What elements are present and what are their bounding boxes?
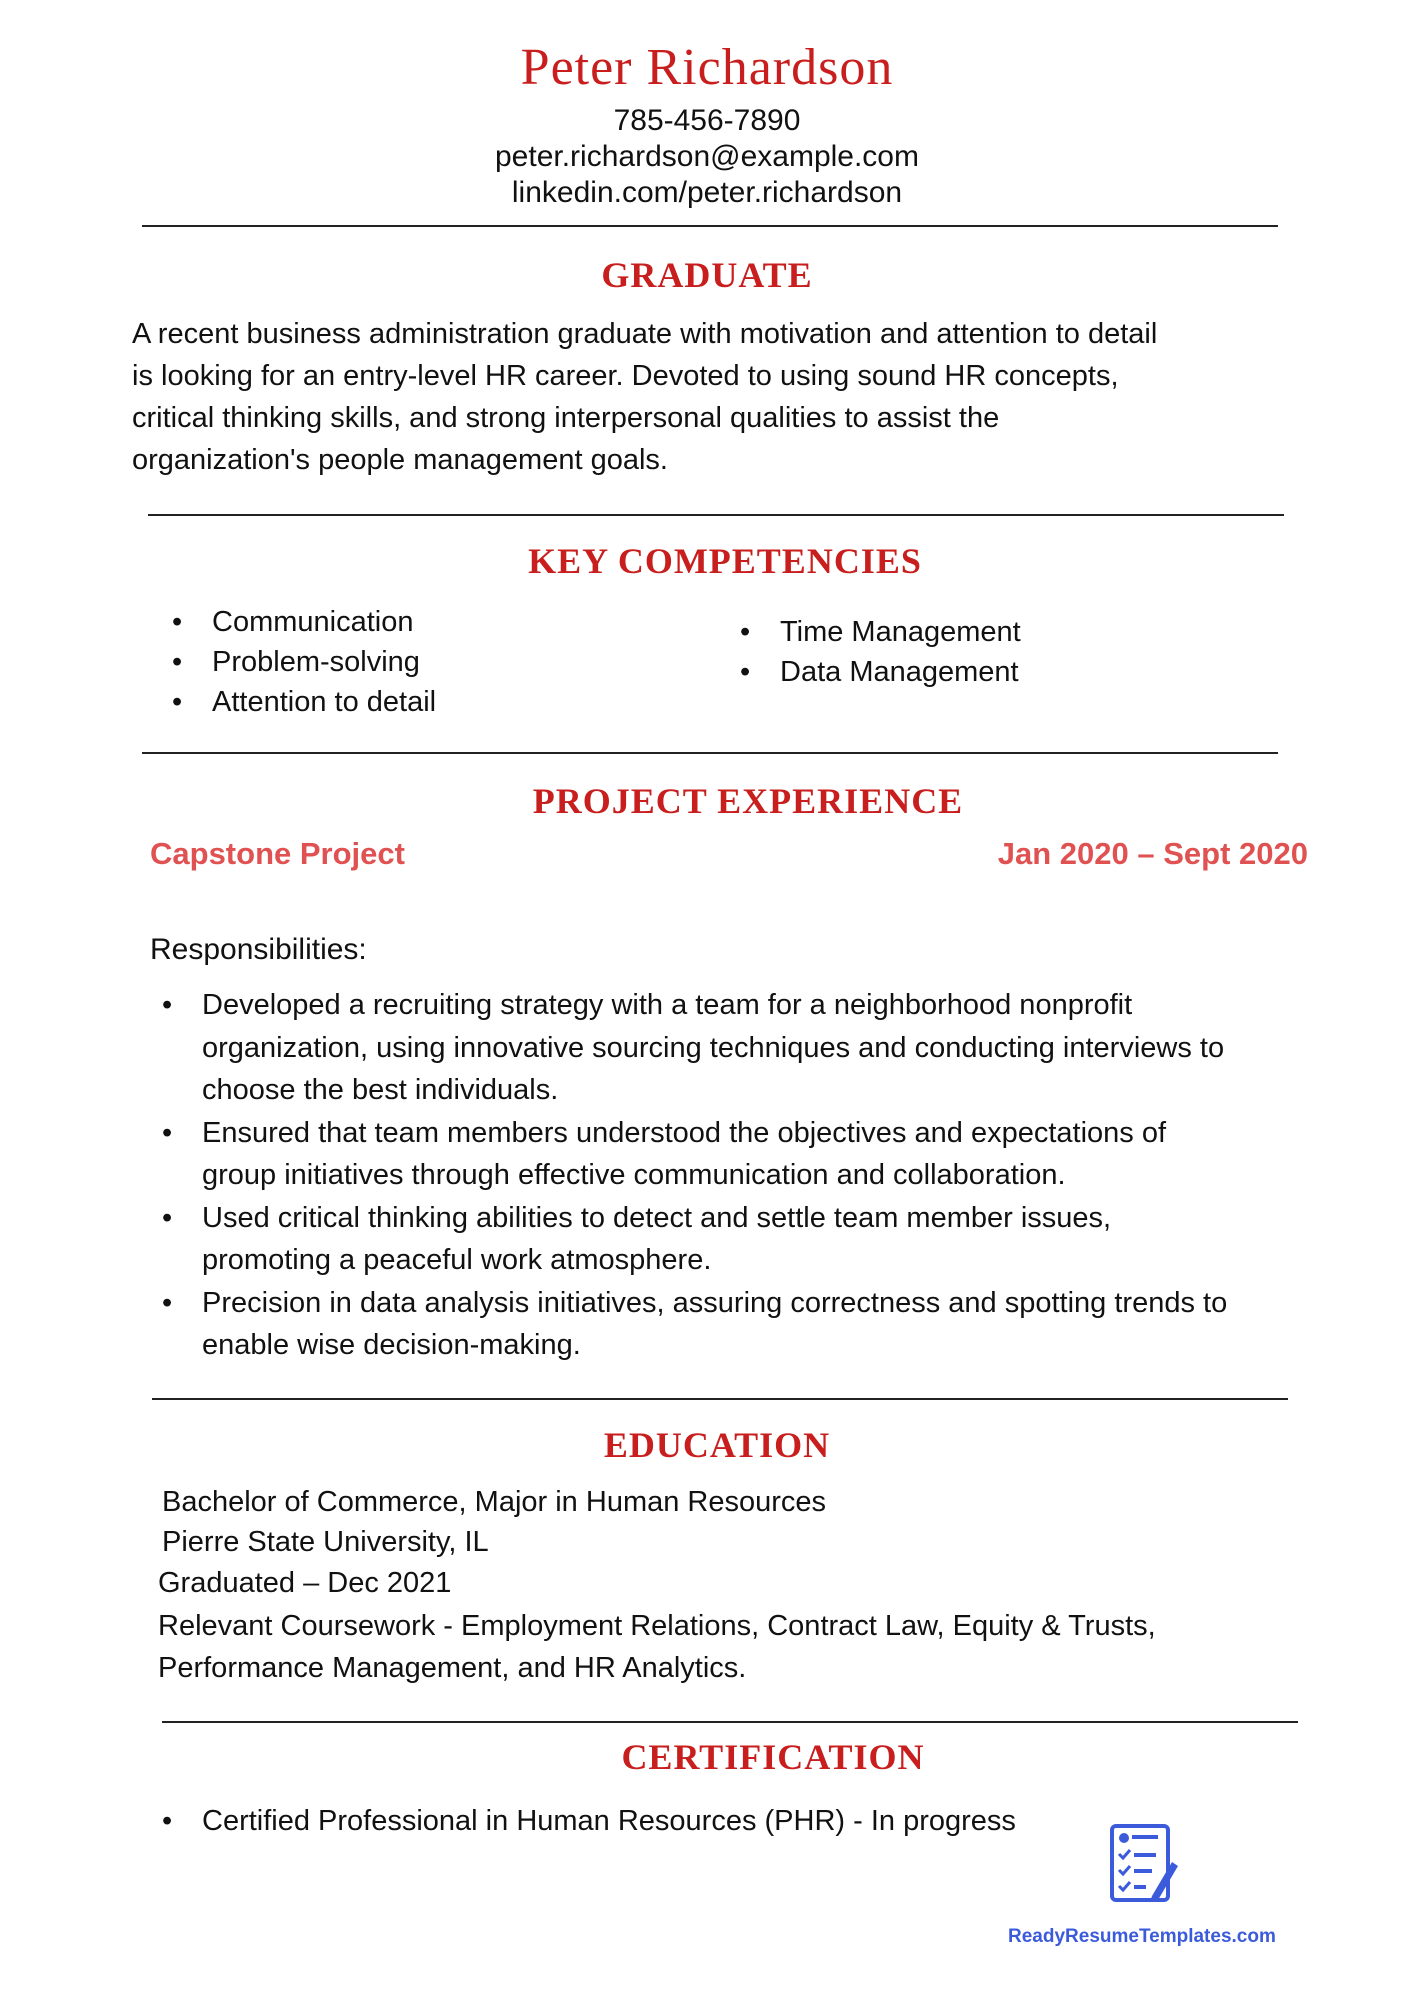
resume-document-icon (1108, 1822, 1178, 1906)
project-dates: Jan 2020 – Sept 2020 (997, 836, 1308, 871)
divider (148, 514, 1284, 516)
education-coursework: Relevant Coursework - Employment Relations, Contract Law, Equity & Trusts, Performance Management, and HR Analytics. (158, 1610, 1156, 1684)
project-name: Capstone Project (150, 836, 405, 871)
responsibilities-label: Responsibilities: (150, 933, 367, 966)
summary-text (132, 313, 1157, 481)
email-address: peter.richardson@example.com (495, 140, 919, 173)
linkedin-url: linkedin.com/peter.richardson (511, 176, 903, 209)
list-item: • Time Management (740, 612, 1021, 652)
list-item: • Problem-solving (172, 642, 436, 682)
list-item: • Data Management (740, 652, 1021, 692)
divider (152, 1398, 1288, 1400)
competencies-right-list (740, 612, 1021, 692)
list-item: • Developed a recruiting strategy with a team for a neighborhood nonprofit organization, using innovative sourcing techniques and conducting interviews to choose the best individuals. (162, 984, 1342, 1112)
summary-line: A recent business administration graduate with motivation and attention to detail (132, 318, 1158, 350)
competencies-title: KEY COMPETENCIES (528, 541, 922, 581)
summary-title: GRADUATE (601, 255, 813, 295)
summary-line: is looking for an entry-level HR career. Devoted to using sound HR concepts, (132, 360, 1119, 392)
summary-line: critical thinking skills, and strong interpersonal qualities to assist the (132, 402, 1000, 434)
list-item: • Certified Professional in Human Resources (PHR) - In progress (162, 1801, 1016, 1841)
certification-title: CERTIFICATION (621, 1737, 925, 1777)
competencies-left-list (172, 602, 436, 722)
divider (142, 225, 1278, 227)
list-item: • Communication (172, 602, 436, 642)
divider (142, 752, 1278, 754)
list-item: • Ensured that team members understood the objectives and expectations of group initiatives through effective communication and collaboration. (162, 1112, 1342, 1197)
project-title: PROJECT EXPERIENCE (532, 781, 964, 821)
brand-footer[interactable]: ReadyResumeTemplates.com (1008, 1926, 1276, 1947)
summary-line: organization's people management goals. (132, 444, 668, 476)
certification-list (162, 1801, 1016, 1841)
education-school: Pierre State University, IL (162, 1526, 489, 1558)
phone-number: 785-456-7890 (613, 104, 801, 137)
divider (162, 1721, 1298, 1723)
candidate-name: Peter Richardson (520, 39, 894, 96)
education-graduated: Graduated – Dec 2021 (158, 1567, 452, 1599)
list-item: • Used critical thinking abilities to detect and settle team member issues, promoting a peaceful work atmosphere. (162, 1197, 1342, 1282)
education-title: EDUCATION (603, 1425, 831, 1465)
education-degree: Bachelor of Commerce, Major in Human Resources (162, 1486, 827, 1518)
list-item: • Precision in data analysis initiatives, assuring correctness and spotting trends to enable wise decision-making. (162, 1282, 1342, 1367)
list-item: • Attention to detail (172, 682, 436, 722)
responsibilities-list (162, 984, 1342, 1367)
